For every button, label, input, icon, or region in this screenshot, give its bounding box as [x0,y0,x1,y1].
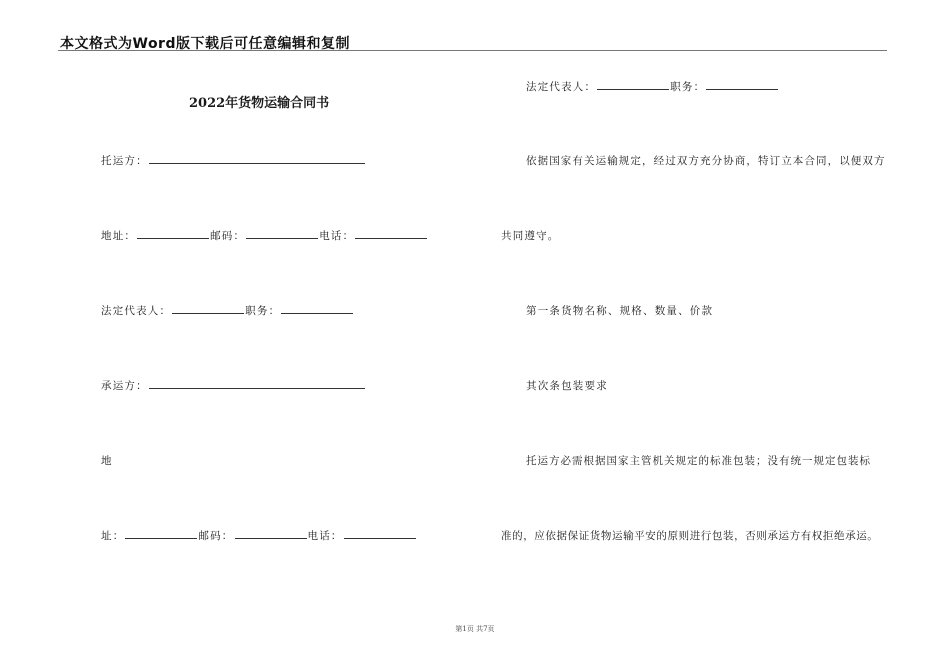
carrier-label: 承运方： [101,380,148,392]
position-label: 职务： [245,305,281,317]
article-2-heading: 其次条包装要求 [526,380,608,392]
legal-rep-blank [172,303,244,314]
position-blank [281,303,353,314]
packing-paragraph-line2: 准的，应依据保证货物运输平安的原则进行包装，否则承运方有权拒绝承运。 [501,530,879,542]
legal-rep-label: 法定代表人： [526,81,597,93]
carrier-address-line1 [101,453,113,468]
address-blank [137,228,209,239]
phone-label: 电话： [307,530,343,542]
shipper-blank [149,153,365,164]
shipper-address-line [101,228,428,243]
shipper-line [101,153,366,168]
postal-label: 邮码： [198,530,234,542]
postal-blank [246,228,318,239]
intro-paragraph-line1: 依据国家有关运输规定，经过双方充分协商，特订立本合同，以便双方 [526,155,886,167]
address-blank [125,528,197,539]
legal-rep-blank [597,79,669,90]
contract-title: 2022年货物运输合同书 [189,96,330,111]
phone-label: 电话： [319,230,355,242]
packing-paragraph-line1: 托运方必需根据国家主管机关规定的标准包装；没有统一规定包装标 [526,455,871,467]
page-number-footer: 第1页 共7页 [455,625,495,633]
postal-label: 邮码： [210,230,246,242]
shipper-label: 托运方： [101,155,148,167]
postal-blank [235,528,307,539]
address-char-di: 地 [101,455,113,467]
article-1-heading: 第一条货物名称、规格、数量、价款 [526,305,714,317]
document-header-banner: 本文格式为Word版下载后可任意编辑和复制 [60,36,350,52]
position-label: 职务： [670,81,706,93]
carrier-address-line2 [101,528,417,543]
intro-paragraph-line2: 共同遵守。 [501,230,560,242]
carrier-line [101,378,366,393]
phone-blank [344,528,416,539]
address-label: 地址： [101,230,137,242]
legal-rep-label: 法定代表人： [101,305,172,317]
carrier-legal-rep-line [526,79,779,94]
phone-blank [355,228,427,239]
header-divider [58,50,887,51]
position-blank [706,79,778,90]
shipper-legal-rep-line [101,303,354,318]
carrier-blank [149,378,365,389]
address-label: 址： [101,530,125,542]
